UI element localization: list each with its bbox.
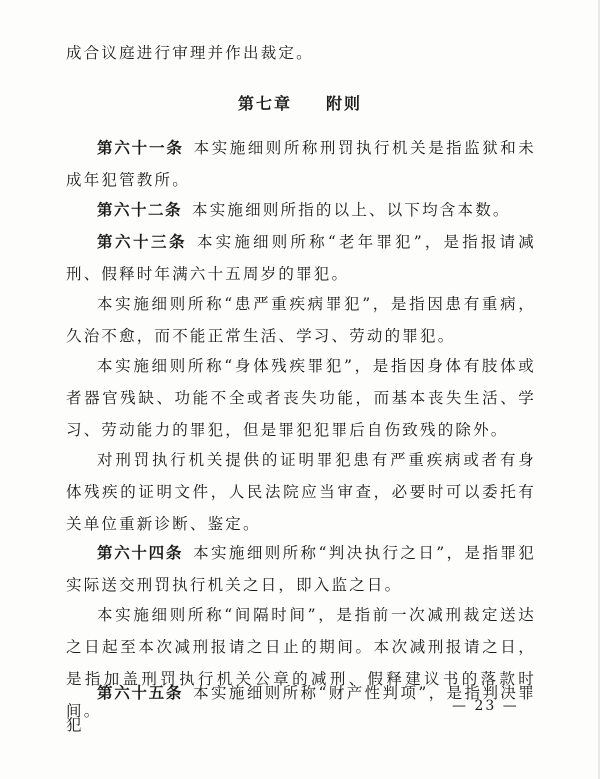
paragraph-text: 本实施细则所称“患严重疾病罪犯”，是指因患有重病，久治不愈，而不能正常生活、学习、劳动的罪犯。: [66, 295, 536, 345]
page-number: — 23 —: [452, 698, 519, 714]
article-text: 本实施细则所称刑罚执行机关是指监狱和未成年犯管教所。: [66, 139, 536, 189]
paragraph-article-64: [66, 537, 536, 601]
paragraph-disability: [66, 350, 536, 446]
paragraph-text: 本实施细则所称“间隔时间”，是指前一次减刑裁定送达之日起至本次减刑报请之日止的期间。本次减刑报请之日，是指加盖刑罚执行机关公章的减刑、假释建议书的落款时间。: [66, 606, 536, 720]
carryover-text: 成合议庭进行审理并作出裁定。: [66, 44, 314, 62]
paragraph-text: 本实施细则所称“身体残疾罪犯”，是指因身体有肢体或者器官残缺、功能不全或者丧失功能，而基本丧失生活、学习、劳动能力的罪犯，但是罪犯犯罪后自伤致残的除外。: [66, 357, 536, 439]
chapter-number: 第七章: [237, 94, 292, 113]
article-number: 第六十一条: [97, 139, 184, 157]
article-number: 第六十五条: [97, 684, 184, 702]
chapter-title: 附则: [326, 94, 363, 113]
article-text: 本实施细则所称“财产性判项”，是指判决罪犯: [66, 684, 536, 734]
paragraph-serious-illness: [66, 288, 536, 352]
paragraph-article-63: [66, 226, 536, 290]
paragraph-text: 对刑罚执行机关提供的证明罪犯患有严重疾病或者有身体残疾的证明文件，人民法院应当审查，必要时可以委托有关单位重新诊断、鉴定。: [66, 451, 536, 533]
article-text: 本实施细则所称“判决执行之日”，是指罪犯实际送交刑罚执行机关之日，即入监之日。: [66, 544, 536, 594]
article-number: 第六十四条: [97, 544, 184, 562]
paragraph-medical-proof: [66, 444, 536, 540]
chapter-heading: [0, 91, 600, 114]
article-text: 本实施细则所称“老年罪犯”，是指报请减刑、假释时年满六十五周岁的罪犯。: [66, 233, 536, 283]
article-text: 本实施细则所指的以上、以下均含本数。: [192, 201, 511, 219]
paragraph-article-61: [66, 132, 536, 196]
article-number: 第六十二条: [97, 201, 183, 219]
article-number: 第六十三条: [97, 233, 187, 251]
paragraph-article-62: [66, 194, 536, 226]
